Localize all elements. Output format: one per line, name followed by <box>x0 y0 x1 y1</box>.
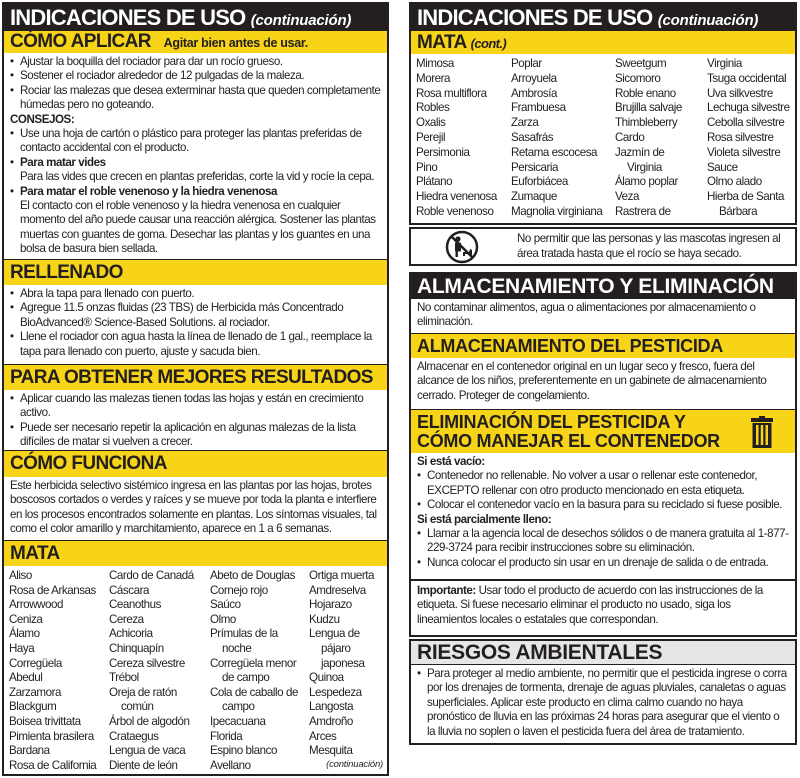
mata-item <box>309 686 374 701</box>
mata-item <box>309 598 374 613</box>
mata-item <box>615 131 682 146</box>
mata-item-text: Corregüela <box>9 656 62 670</box>
mata-item-text: Morera <box>416 71 451 85</box>
mata-item <box>707 175 790 190</box>
mata-item <box>615 87 682 102</box>
mata-item-continuation: Virginia <box>627 160 662 174</box>
bullet-text: Para las vides que crecen en plantas preferidas, corte la vid y rocíe la cepa. <box>20 170 375 184</box>
mata-heading: MATA <box>4 540 387 566</box>
mata-item-text: Olmo <box>210 612 236 626</box>
mata-item <box>210 657 298 686</box>
mata-item <box>707 87 790 102</box>
mata-item-text: Diente de león <box>109 758 178 772</box>
mata-item <box>9 598 96 613</box>
mata-item-text: Crataegus <box>109 729 159 743</box>
bullet-text: El contacto con el roble venenoso y la hiedra venenosa en cualquier momento del año puede causar una reacción alérgica. Sostener las plantas muertas con guantes de goma. Desechar las plantas y los guantes en una bolsa de basura bien sellada. <box>20 199 376 256</box>
mata-item <box>707 190 790 220</box>
mata-item <box>9 627 96 642</box>
mata-item <box>511 146 602 161</box>
mata-item-text: Robles <box>416 101 450 115</box>
mata-item <box>511 101 602 116</box>
mata-item <box>109 657 194 672</box>
mata-item-text: Aliso <box>9 569 32 582</box>
bullet: • Contenedor no rellenable. No volver a usar o rellenar este contenedor, EXCEPTO rellenar con otro producto mencionado en esta etiqueta. <box>417 469 789 498</box>
mata-item-continuation: Bárbara <box>719 204 758 218</box>
mata-item <box>416 57 497 72</box>
mata-item-text: Álamo <box>9 627 40 641</box>
mata-item <box>511 190 602 205</box>
mata-item-text: Amdroño <box>309 714 353 728</box>
mata-item <box>309 744 374 759</box>
mata-item-text: Lengua de vaca <box>109 744 186 758</box>
mata-item-text: Persicaria <box>511 160 559 174</box>
mata-item-text: Retama escocesa <box>511 145 598 159</box>
mata-column <box>416 57 497 220</box>
mata-item-text: Veza <box>615 190 639 204</box>
title-suffix: (continuación) <box>657 12 759 29</box>
no-people-pets-icon <box>445 230 479 264</box>
mata-item <box>615 146 682 176</box>
mata-item-text: Cáscara <box>109 583 150 597</box>
mata-column <box>210 569 298 773</box>
mata-item-text: Langosta <box>309 700 354 714</box>
mata-item-text: Cebolla silvestre <box>707 116 785 130</box>
mata-item-text: Saúco <box>210 598 241 612</box>
bullet: • Abra la tapa para llenado con puerto. <box>10 287 381 301</box>
mata-item <box>511 205 602 220</box>
mata-item <box>210 584 298 599</box>
mata-item-text: Rosa silvestre <box>707 130 774 144</box>
mata-item <box>615 101 682 116</box>
important-label: Importante: <box>417 584 476 597</box>
mata-item <box>9 744 96 759</box>
mata-item <box>309 584 374 599</box>
mata-item <box>210 686 298 715</box>
bullet: • Puede ser necesario repetir la aplicación en algunas malezas de la lista difíciles de matar si vuelven a crecer. <box>10 421 381 450</box>
heading-text: ELIMINACIÓN DEL PESTICIDA Y CÓMO MANEJAR EL CONTENEDOR <box>417 412 720 451</box>
mata-item <box>9 584 96 599</box>
mata-item-text: Sasafrás <box>511 130 554 144</box>
section-title <box>4 4 387 31</box>
mata-item <box>615 205 682 220</box>
mata-item-text: Trébol <box>109 671 139 685</box>
mata-item <box>309 700 374 715</box>
mata-item-text: Ipecacuana <box>210 714 266 728</box>
mata-item <box>416 116 497 131</box>
heading-text: MATA <box>417 32 466 53</box>
mata-item-text: Mimosa <box>416 57 454 70</box>
mata-item <box>210 730 298 745</box>
mata-item-text: Amdreselva <box>309 583 366 597</box>
riesgos-body <box>411 665 795 739</box>
mata-item-continuation: noche <box>222 641 252 655</box>
mata-item-text: Ambrosía <box>511 86 558 100</box>
mata-item-text: Brujilla salvaje <box>615 101 682 115</box>
mata-item-text: Quinoa <box>309 671 344 685</box>
almacenamiento-intro: No contaminar alimentos, agua o alimentaciones por almacenamiento o eliminación. <box>417 301 756 329</box>
empty-label: Si está vacío: <box>417 455 485 468</box>
riesgos-heading: RIESGOS AMBIENTALES <box>411 641 795 665</box>
mejores-heading: PARA OBTENER MEJORES RESULTADOS <box>4 364 387 390</box>
mata-item-text: Cardo <box>615 130 645 144</box>
mata-item-text: Persimonia <box>416 145 470 159</box>
mata-item <box>416 205 497 220</box>
mata-item <box>615 116 682 131</box>
mata-item <box>416 87 497 102</box>
bullet: • Colocar el contenedor vacío en la basura para su reciclado si fuese posible. <box>417 498 789 512</box>
mata-item <box>309 671 374 686</box>
bullet: • Nunca colocar el producto sin usar en un drenaje de salida o de entrada. <box>417 556 789 570</box>
mata-item <box>109 627 194 642</box>
mata-item <box>9 715 96 730</box>
mata-item-text: Cereza <box>109 612 144 626</box>
mata-item-text: Boisea trivittata <box>9 714 81 728</box>
mata-item-text: Kudzu <box>309 612 340 626</box>
bullet: • Use una hoja de cartón o plástico para proteger las plantas preferidas de contacto accidental con el producto. <box>10 127 381 156</box>
mata-item <box>109 671 194 686</box>
mata-column <box>511 57 602 220</box>
mata-column <box>615 57 682 220</box>
mata-item-text: Achicoria <box>109 627 153 641</box>
bullet-title: • Para matar el roble venenoso y la hiedra venenosa <box>20 184 277 198</box>
mata-item-text: Cola de caballo de <box>210 685 298 699</box>
mata-item <box>9 642 96 657</box>
mata-item-text: Hiedra venenosa <box>416 190 497 204</box>
mata-item <box>109 569 194 584</box>
mata-item-continuation: campo <box>222 700 255 714</box>
mata-item <box>309 569 374 584</box>
mata-item-text: Euforbiácea <box>511 175 568 189</box>
mata-item-text: Blackgum <box>9 700 57 714</box>
mata-item-text: Uva silkvestre <box>707 86 773 100</box>
disposal-heading <box>411 409 795 453</box>
mata-item <box>511 116 602 131</box>
mata-item-continuation: pájaro <box>321 641 351 655</box>
mata-item-text: Tsuga occidental <box>707 71 787 85</box>
mata-item <box>210 715 298 730</box>
mata-item-text: Sweetgum <box>615 57 667 70</box>
mata-item <box>109 642 194 657</box>
rellenado-heading: RELLENADO <box>4 259 387 285</box>
mata-item-text: Cardo de Canadá <box>109 569 194 582</box>
bullet-roble <box>10 185 381 257</box>
bullet: • Ajustar la boquilla del rociador para dar un rocío grueso. <box>10 55 381 69</box>
mata-item <box>9 700 96 715</box>
storage-text: Almacenar en el contenedor original en un lugar seco y fresco, fuera del alcance de los niños, preferentemente en un gabinete de almacenamiento cerrado. Proteger de congelamiento. <box>417 360 767 402</box>
mata-item-text: Magnolia virginiana <box>511 204 603 218</box>
mata-item-text: Abeto de Douglas <box>210 569 295 582</box>
mata-item-text: Jazmín de <box>615 145 665 159</box>
mata-item-text: Ceanothus <box>109 598 162 612</box>
mata-item <box>9 613 96 628</box>
mata-item <box>9 730 96 745</box>
mata-item-text: Roble enano <box>615 86 676 100</box>
mata-item <box>210 598 298 613</box>
mata-item <box>511 72 602 87</box>
mata-item-text: Arroyuela <box>511 71 557 85</box>
title-suffix: (continuación) <box>250 12 352 29</box>
mata-item <box>210 759 298 774</box>
mata-item <box>109 613 194 628</box>
mata-item <box>309 715 374 730</box>
mata-item <box>416 175 497 190</box>
mata-item-text: Cereza silvestre <box>109 656 185 670</box>
como-aplicar-body <box>4 53 387 259</box>
mata-item <box>109 730 194 745</box>
mata-item-text: Plátano <box>416 175 453 189</box>
mata-item <box>309 627 374 671</box>
right-panel <box>409 2 797 225</box>
rellenado-body <box>4 285 387 364</box>
mata-item <box>511 57 602 72</box>
mata-item-text: Zumaque <box>511 190 557 204</box>
mejores-body <box>4 390 387 450</box>
almacenamiento-heading: ALMACENAMIENTO Y ELIMINACIÓN <box>411 274 795 299</box>
mata-item <box>9 657 96 672</box>
mata-item-text: Arrowwood <box>9 598 63 612</box>
mata-item-text: Álamo poplar <box>615 175 678 189</box>
important-note <box>411 581 795 627</box>
mata-item <box>109 584 194 599</box>
mata-column <box>9 569 96 773</box>
mata-item <box>9 686 96 701</box>
mata-item <box>210 627 298 656</box>
important-text: Usar todo el producto de acuerdo con las instrucciones de la etiqueta. Si fuese necesario eliminar el producto no usado, siga los lineamientos locales o estatales que correspondan. <box>417 584 763 626</box>
mata-item-text: Lengua de <box>309 627 360 641</box>
mata-item-text: Pimienta brasilera <box>9 729 94 743</box>
partial-label: Si está parcialmente lleno: <box>417 512 552 526</box>
mata-item-text: Abedul <box>9 671 43 685</box>
mata-item <box>109 715 194 730</box>
mata-item <box>707 161 790 176</box>
como-aplicar-heading <box>4 31 387 53</box>
mata-item-continuation: común <box>121 700 154 714</box>
mata-list <box>4 566 387 774</box>
trash-can-icon <box>751 416 773 448</box>
mata-column <box>707 57 790 220</box>
mata-item <box>707 101 790 116</box>
mata-item <box>109 598 194 613</box>
notice-box <box>409 227 797 266</box>
mata-item-text: Pino <box>416 160 438 174</box>
mata-item <box>707 146 790 161</box>
mata-item-text: Espino blanco <box>210 744 277 758</box>
mata-item-text: Haya <box>9 641 35 655</box>
mata-item <box>511 131 602 146</box>
mata-item-text: Arces <box>309 729 337 743</box>
bullet-title: • Para matar vides <box>20 155 106 169</box>
funciona-heading: CÓMO FUNCIONA <box>4 450 387 477</box>
disposal-body <box>411 453 795 581</box>
mata-item <box>109 759 194 774</box>
mata-item <box>416 190 497 205</box>
mata-item-text: Rastrera de <box>615 204 671 218</box>
consejos-label: CONSEJOS: <box>10 112 75 126</box>
mata-item <box>511 87 602 102</box>
mata-item-text: Olmo alado <box>707 175 762 189</box>
mata-item-text: Thimbleberry <box>615 116 678 130</box>
mata-item <box>707 131 790 146</box>
mata-item-text: Florida <box>210 729 243 743</box>
mata-item <box>9 759 96 774</box>
mata-item <box>109 744 194 759</box>
mata-item-text: Rosa multiflora <box>416 86 487 100</box>
mata-item-text: Ceniza <box>9 612 43 626</box>
mata-item <box>309 613 374 628</box>
bullet: • Para proteger al medio ambiente, no permitir que el pesticida ingrese o corra por los drenajes de tormenta, drenaje de aguas pluviales, canaletas o aguas superficiales. Aplicar este producto en clima calmo cuando no haya pronóstico de lluvia en las próximas 24 horas para asegurar que el viento o la lluvia no soplen o laven el pesticida fuera del área de tratamiento. <box>417 667 789 739</box>
mata-item-text: Cornejo rojo <box>210 583 268 597</box>
mata-item <box>615 190 682 205</box>
almacenamiento-section <box>409 272 797 637</box>
mata-item-text: Prímulas de la <box>210 627 278 641</box>
mata-cont-list <box>411 54 795 223</box>
mata-item-text: Mesquita <box>309 744 353 758</box>
mata-item <box>707 57 790 72</box>
bullet: • Llamar a la agencia local de desechos sólidos o de manera gratuita al 1-877-229-3724 para recibir instrucciones sobre su eliminación. <box>417 527 789 556</box>
mata-item-text: Árbol de algodón <box>109 714 190 728</box>
mata-item-text: Poplar <box>511 57 542 70</box>
mata-item <box>9 569 96 584</box>
mata-item-text: Rosa de Arkansas <box>9 583 96 597</box>
mata-item-text: Oxalis <box>416 116 446 130</box>
mata-item <box>707 72 790 87</box>
mata-item-text: Perejil <box>416 130 446 144</box>
mata-item <box>511 175 602 190</box>
mata-item <box>416 161 497 176</box>
mata-item-text: Frambuesa <box>511 101 566 115</box>
mata-item <box>309 730 374 745</box>
heading-text: CÓMO APLICAR <box>10 31 151 52</box>
mata-item-text: Sicomoro <box>615 71 661 85</box>
mata-item-text: Ortiga muerta <box>309 569 375 582</box>
mata-item-text: Corregüela menor <box>210 656 297 670</box>
continued-note: (continuación) <box>326 759 383 771</box>
mata-item <box>210 613 298 628</box>
mata-item-text: Hojarazo <box>309 598 352 612</box>
section-title <box>411 4 795 31</box>
storage-heading: ALMACENAMIENTO DEL PESTICIDA <box>411 333 795 358</box>
heading-suffix: (cont.) <box>470 36 507 51</box>
mata-item-text: Lechuga silvestre <box>707 101 790 115</box>
mata-item-text: Bardana <box>9 744 50 758</box>
bullet: • Llene el rociador con agua hasta la línea de llenado de 1 gal., reemplace la tapa para llenado con puerto, ajuste y sacuda bien. <box>10 330 381 359</box>
mata-item-text: Lespedeza <box>309 685 362 699</box>
mata-item-text: Zarza <box>511 116 539 130</box>
mata-item <box>416 72 497 87</box>
title-text: INDICACIONES DE USO <box>417 5 653 30</box>
mata-item <box>416 131 497 146</box>
mata-item <box>9 671 96 686</box>
mata-item-continuation: de campo <box>222 671 270 685</box>
funciona-body: Este herbicida selectivo sistémico ingresa en las plantas por las hojas, brotes boscosos cortados o verdes y raíces y se mueve por toda la planta e interfiere en los procesos encontrados solamente en plantas. Los síntomas visuales, tal como el color amarillo y marchitamiento, aparece en 1 a 6 semanas. <box>10 479 377 536</box>
bullet: • Rociar las malezas que desea exterminar hasta que queden completamente húmedas pero no goteando. <box>10 84 381 113</box>
mata-item <box>210 744 298 759</box>
mata-item <box>210 569 298 584</box>
mata-item-text: Violeta silvestre <box>707 145 781 159</box>
mata-item-text: Hierba de Santa <box>707 190 785 204</box>
mata-item <box>615 72 682 87</box>
bullet-vides <box>10 156 381 185</box>
bullet: • Aplicar cuando las malezas tienen todas las hojas y están en crecimiento activo. <box>10 392 381 421</box>
mata-cont-heading <box>411 31 795 54</box>
mata-item-text: Rosa de California <box>9 758 97 772</box>
mata-item <box>615 175 682 190</box>
riesgos-section <box>409 639 797 745</box>
mata-item <box>416 146 497 161</box>
mata-item <box>707 116 790 131</box>
subheading-text: Agitar bien antes de usar. <box>163 36 308 50</box>
mata-item-text: Sauce <box>707 160 738 174</box>
mata-item-text: Chinquapín <box>109 641 164 655</box>
mata-item <box>511 161 602 176</box>
mata-column <box>109 569 194 773</box>
notice-text: No permitir que las personas y las mascotas ingresen al área tratada hasta que el rocío se haya secado. <box>517 232 781 260</box>
mata-item <box>416 101 497 116</box>
title-text: INDICACIONES DE USO <box>10 5 246 30</box>
mata-item-text: Roble venenoso <box>416 204 494 218</box>
mata-item-text: Oreja de ratón <box>109 685 177 699</box>
mata-item-text: Avellano <box>210 758 251 772</box>
mata-item-text: Zarzamora <box>9 685 61 699</box>
mata-item-text: Virginia <box>707 57 742 70</box>
mata-item-continuation: japonesa <box>321 656 365 670</box>
bullet: • Sostener el rociador alrededor de 12 pulgadas de la maleza. <box>10 69 381 83</box>
left-panel <box>2 2 389 776</box>
mata-column <box>309 569 374 759</box>
bullet: • Agregue 11.5 onzas fluidas (23 TBS) de Herbicida más Concentrado BioAdvanced® Science-Based Solutions. al rociador. <box>10 301 381 330</box>
mata-item <box>109 686 194 715</box>
mata-item <box>615 57 682 72</box>
